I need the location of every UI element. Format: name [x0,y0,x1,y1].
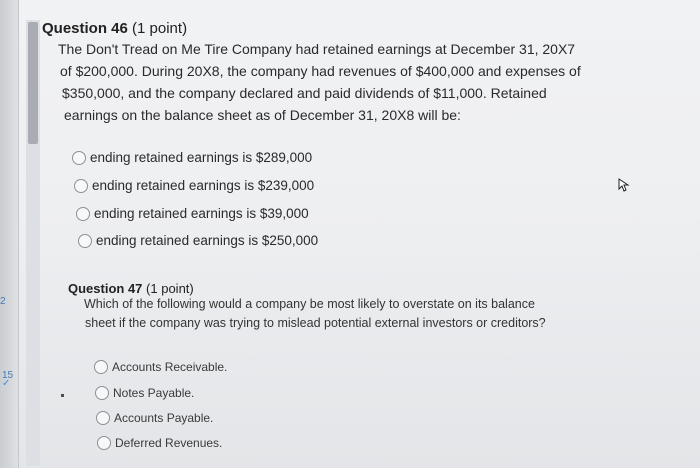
bullet-dot [61,394,64,397]
radio-button[interactable] [97,436,111,450]
question-number-15[interactable]: 15 [2,370,14,381]
question-number: Question 46 [42,20,128,37]
answered-check-icon: ✓ [2,378,11,389]
answer-option[interactable] [76,206,309,221]
radio-button[interactable] [72,151,86,165]
answer-option-label: Notes Payable. [113,386,195,400]
radio-button[interactable] [74,179,88,193]
question-number-2[interactable]: 2 [0,296,6,307]
answer-option-label: ending retained earnings is $239,000 [92,178,315,193]
question-text-line: sheet if the company was trying to mislead potential external investors or creditors? [85,316,546,330]
question-text-line: of $200,000. During 20X8, the company had revenues of $400,000 and expenses of [60,63,581,79]
answer-option[interactable] [97,436,222,450]
answer-option-label: Accounts Payable. [114,411,214,425]
answer-option[interactable] [78,233,318,248]
radio-button[interactable] [96,411,110,425]
radio-button[interactable] [95,386,109,400]
left-navigation-bar [0,0,19,468]
question-title [68,281,194,296]
answer-option-label: ending retained earnings is $250,000 [96,233,319,248]
answer-option-label: ending retained earnings is $289,000 [90,150,313,165]
answer-option[interactable] [74,178,314,193]
question-title [42,20,187,37]
answer-option[interactable] [72,150,312,165]
answer-option-label: ending retained earnings is $39,000 [94,206,309,221]
answer-option[interactable] [96,411,213,425]
answer-option-label: Deferred Revenues. [115,436,223,450]
question-number: Question 47 [68,281,143,296]
question-points: (1 point) [132,20,188,37]
scrollbar-thumb[interactable] [28,22,38,144]
radio-button[interactable] [94,360,108,374]
answer-option-label: Accounts Receivable. [112,360,228,374]
question-points: (1 point) [146,281,194,296]
answer-option[interactable] [94,360,227,374]
mouse-pointer-icon [618,178,630,192]
radio-button[interactable] [76,207,90,221]
question-text-line: $350,000, and the company declared and paid dividends of $11,000. Retained [62,85,547,101]
question-text-line: earnings on the balance sheet as of December 31, 20X8 will be: [64,107,461,123]
radio-button[interactable] [78,234,92,248]
answer-option[interactable] [95,386,194,400]
question-text-line: Which of the following would a company be most likely to overstate on its balance [84,297,535,311]
question-text-line: The Don't Tread on Me Tire Company had retained earnings at December 31, 20X7 [58,41,576,57]
